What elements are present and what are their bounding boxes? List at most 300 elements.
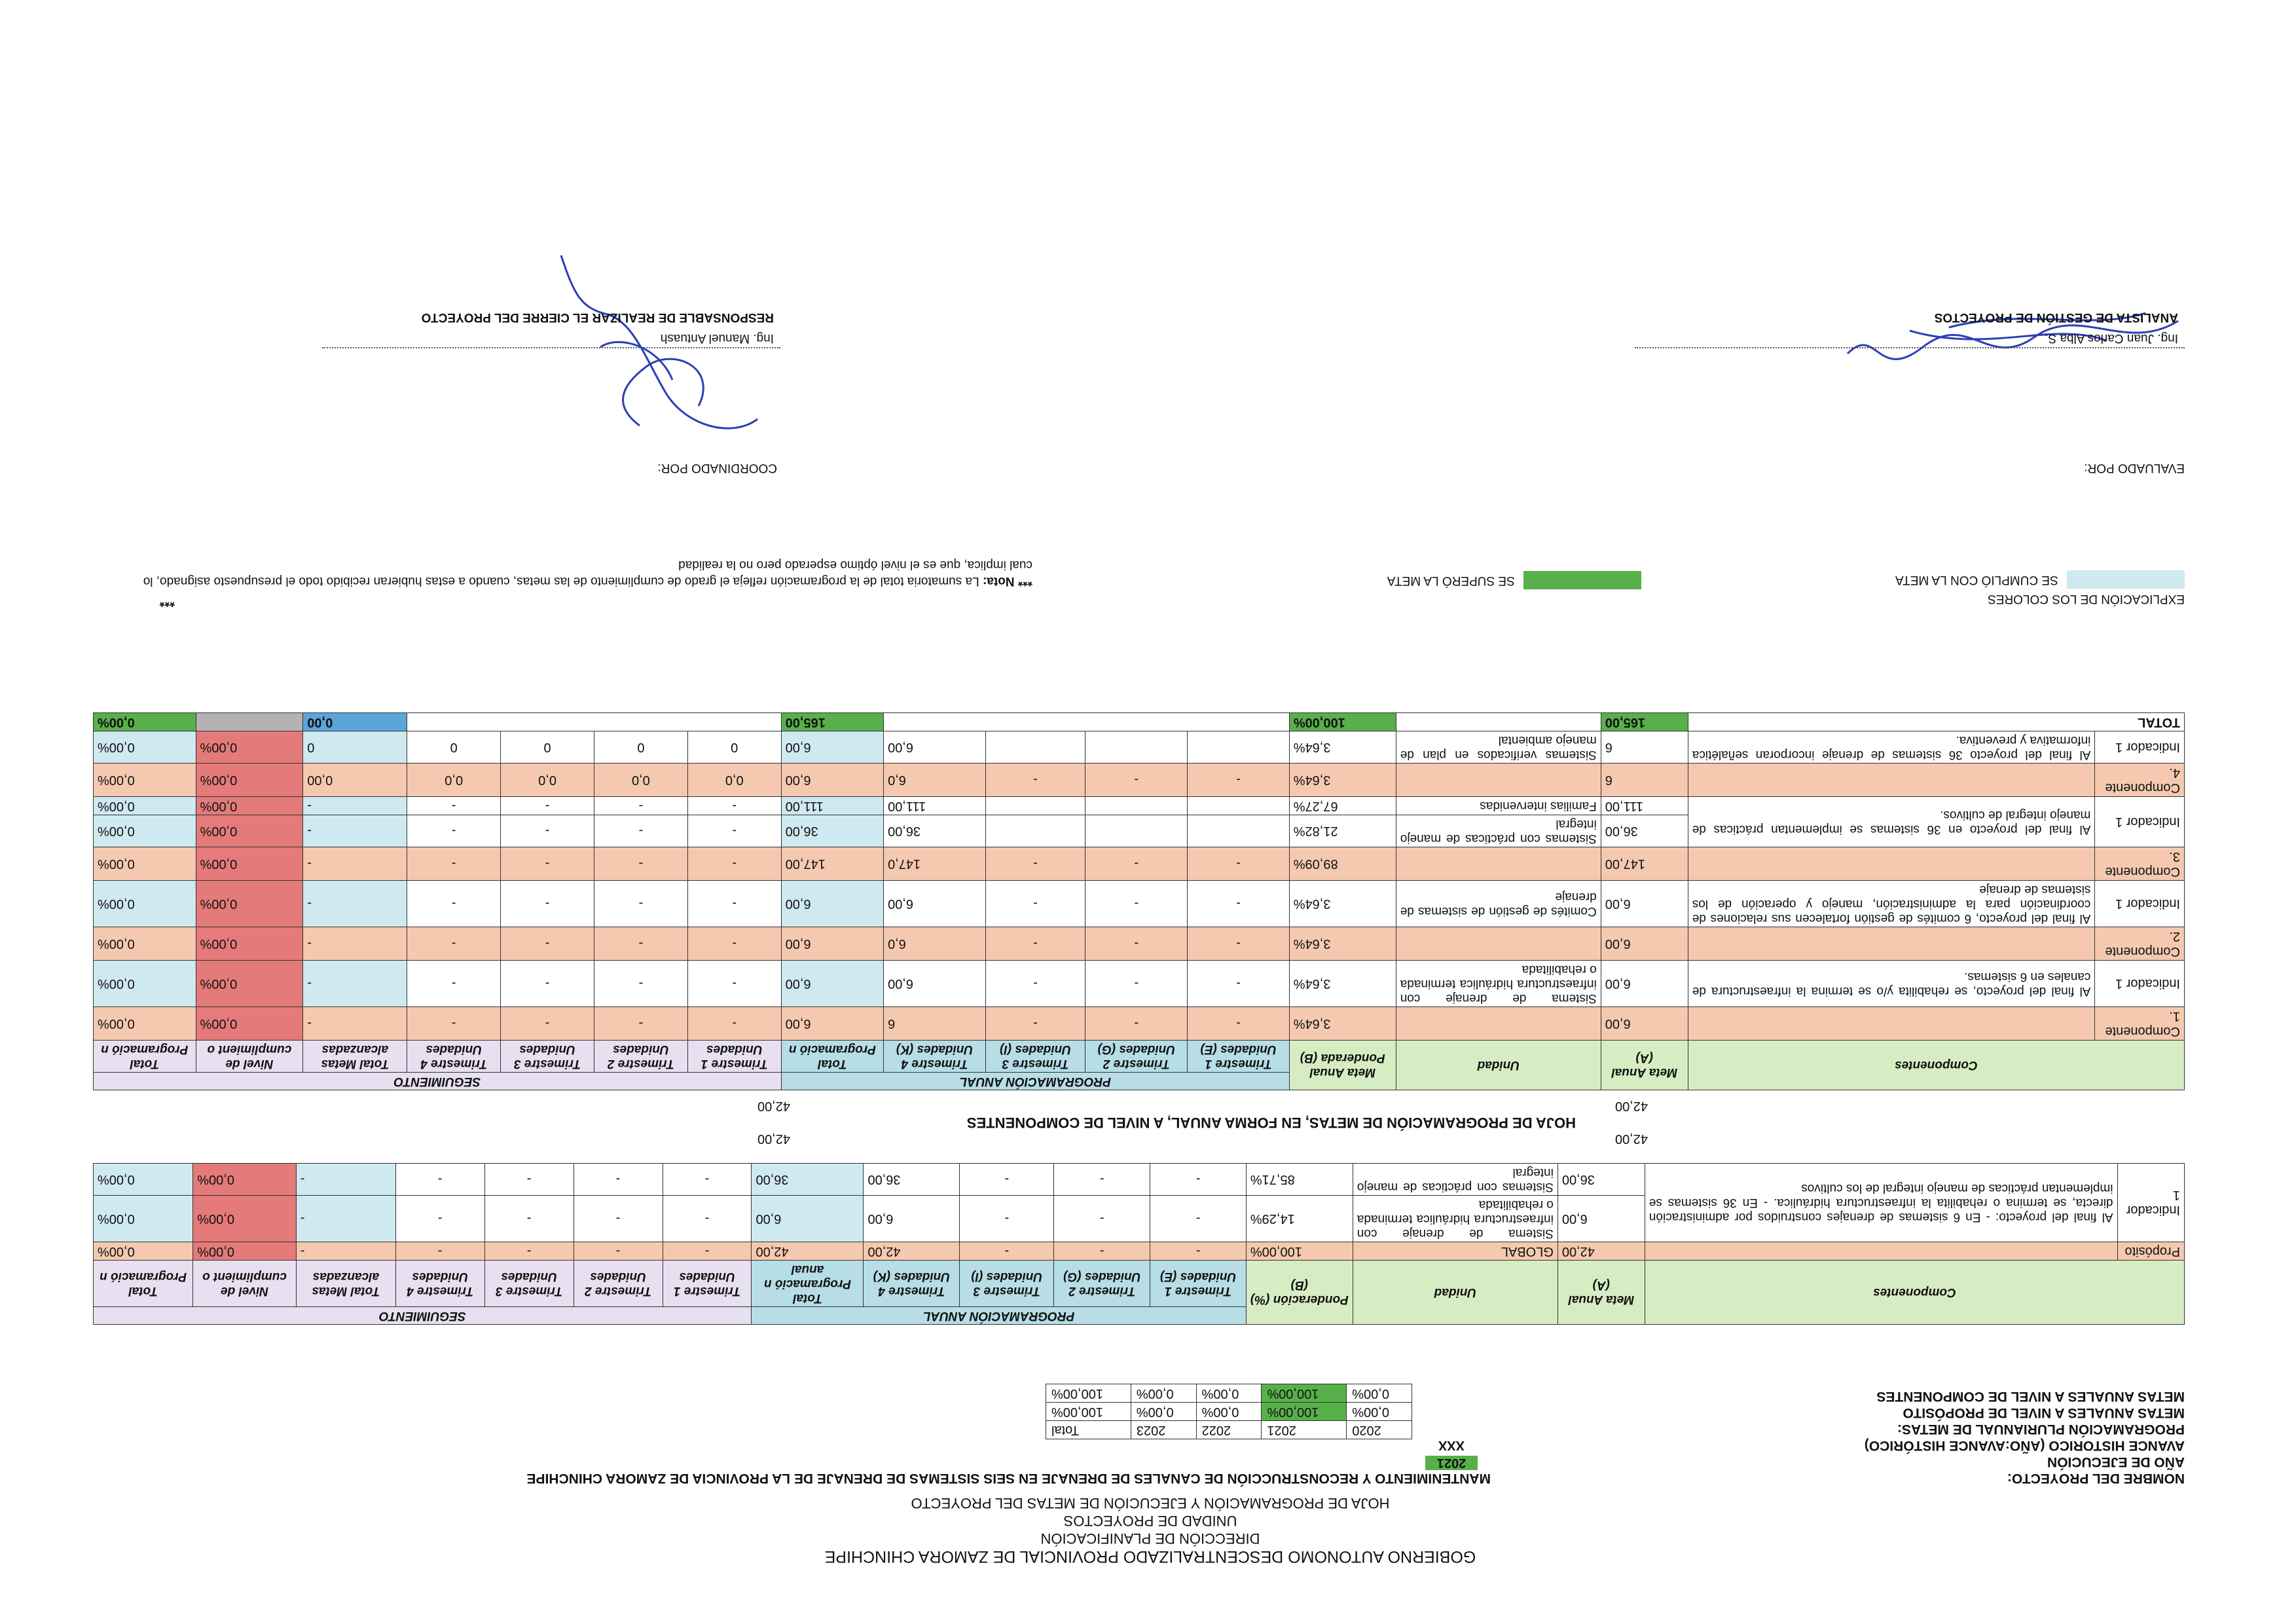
history-label: AVANCE HISTORICO (AÑO:AVANCE HISTÓRICO) [1864,1438,2185,1453]
row-label: Indicador 1 [2117,1164,2184,1242]
component-row [94,764,2185,797]
row-unit: GLOBAL [1353,1242,1558,1261]
row-t4-seg: 0 [407,731,501,764]
row-meta: 6,00 [1601,881,1688,927]
row-t1-prog [1188,731,1289,764]
col-componentes: Componentes [1645,1261,2184,1325]
indicator-row [94,815,2185,847]
row-t4-seg: - [407,961,501,1007]
row-achieved: - [303,847,407,881]
total-prog: 165,00 [781,713,883,731]
row-meta: 111,00 [1601,797,1688,815]
row-description [1645,1242,2117,1261]
row-t1-seg: - [687,797,781,815]
total-meta: 165,00 [1601,713,1688,731]
row-achieved: - [303,797,407,815]
comp-col-t4-prog: Trimestre 4 Unidades (K) [884,1041,986,1073]
purpose-total-meta: 42,00 [1614,1132,1648,1146]
row-t3-prog: - [985,927,1085,961]
legend-swatch-exceeded [1523,571,1641,589]
row-t3-seg: - [501,881,594,927]
row-t1-prog: - [1188,847,1289,881]
row-t1-prog: - [1188,881,1289,927]
comp-col-t3-seg: Trimestre 3 Unidades [501,1041,594,1073]
row-t2-prog: - [1054,1164,1150,1196]
row-t3-prog: - [960,1196,1054,1242]
comp-col-nivel: Nivel de cumplimient o [196,1041,303,1073]
row-total-prog: 6,00 [781,881,883,927]
row-t2-seg: 0 [594,731,687,764]
row-achieved: 0,00 [303,764,407,797]
row-t4-prog: 6,00 [884,731,986,764]
row-t3-seg: - [501,1007,594,1041]
row-achieved: - [303,927,407,961]
row-t3-prog [985,731,1085,764]
row-description: Al final del proyecto en 36 sistemas se implementan prácticas de manejo integral de cultivos. [1688,797,2095,847]
row-t2-seg: - [594,927,687,961]
total-seg-empty [407,713,781,731]
evaluator-sign-line [1635,347,2185,348]
row-compliance: 0,00% [196,927,303,961]
row-compliance: 0,00% [193,1196,297,1242]
color-legend [1895,570,2185,606]
comp-col-seguimiento: SEGUIMIENTO [94,1073,782,1090]
col-t4-prog: Trimestre 4 Unidades (K) [864,1261,960,1307]
col-t1-seg: Trimestre 1 Unidades [663,1261,752,1307]
pluri-h-2023: 2023 [1131,1421,1196,1439]
row-compliance: 0,00% [196,1007,303,1041]
row-unit: Sistemas verificados en plan de manejo ambiental [1396,731,1601,764]
row-unit [1396,847,1601,881]
row-meta: 6 [1601,731,1688,764]
row-t1-prog [1188,797,1289,815]
row-total-prog-pct: 0,00% [94,797,196,815]
components-table [93,712,2185,1090]
row-total-prog: 6,00 [781,764,883,797]
row-t3-seg: - [484,1164,574,1196]
comp-col-t4-seg: Trimestre 4 Unidades [407,1041,501,1073]
row-description [1688,847,2095,881]
row-achieved: - [296,1242,395,1261]
year-value: 2021 [1425,1456,1478,1470]
row-t2-prog: - [1054,1242,1150,1261]
row-total-prog: 36,00 [781,815,883,847]
row-t1-seg: - [687,961,781,1007]
row-total-prog: 42,00 [752,1242,864,1261]
pluri-prop-2023: 0,00% [1131,1403,1196,1421]
row-total-prog: 6,00 [781,961,883,1007]
row-t3-seg: 0 [501,731,594,764]
row-t1-prog: - [1150,1242,1246,1261]
row-t2-seg: - [594,847,687,881]
col-total-metas: Total Metas alcanzadas [296,1261,395,1307]
row-t4-seg: 0,0 [407,764,501,797]
pluri-comp-2022: 0,00% [1196,1384,1262,1403]
col-ponderacion: Ponderación (%) (B) [1246,1261,1353,1325]
indicator-row [94,881,2185,927]
row-t3-seg: - [484,1196,574,1242]
row-unit [1396,764,1601,797]
row-t1-prog: - [1188,927,1289,961]
row-label: Indicador 1 [2095,881,2185,927]
row-t2-prog: - [1085,847,1188,881]
row-t1-seg: 0 [687,731,781,764]
row-unit: Comités de gestión de sistemas de drenaje [1396,881,1601,927]
row-t1-prog: - [1150,1196,1246,1242]
comp-col-total-prog: Total Programació n [781,1041,883,1073]
row-compliance: 0,00% [196,731,303,764]
component-row [94,1242,2185,1261]
document-header [659,1494,1641,1565]
row-compliance: 0,00% [196,797,303,815]
row-weight: 3,64% [1289,731,1396,764]
total-nivel [196,713,303,731]
indicator-row [94,961,2185,1007]
row-t4-seg: - [407,927,501,961]
total-label: TOTAL [1688,713,2184,731]
legend-swatch-met [2067,570,2185,589]
row-meta: 36,00 [1601,815,1688,847]
row-compliance: 0,00% [193,1164,297,1196]
components-prog-ref: 42,00 [757,1099,790,1113]
row-unit [1396,927,1601,961]
row-total-prog-pct: 0,00% [94,1196,193,1242]
row-t4-seg: - [407,881,501,927]
row-total-prog: 147,00 [781,847,883,881]
legend-exceeded-label: SE SUPERÓ LA META [1387,573,1515,587]
row-t3-seg: - [501,847,594,881]
col-t3-prog: Trimestre 3 Unidades (I) [960,1261,1054,1307]
row-description [1688,764,2095,797]
row-meta: 6 [1601,764,1688,797]
coordinator-role: RESPONSABLE DE REALIZAR EL CIERRE DEL PROYECTO [421,310,774,324]
row-description [1688,927,2095,961]
row-unit: Sistemas con prácticas de manejo integral [1396,815,1601,847]
row-t4-seg: - [407,847,501,881]
row-weight: 3,64% [1289,881,1396,927]
row-t2-seg: 0,0 [594,764,687,797]
row-t4-seg: - [407,1007,501,1041]
row-t4-seg: - [395,1164,484,1196]
col-t2-seg: Trimestre 2 Unidades [574,1261,663,1307]
coordinator-name: Ing. Manuel Antuash [660,331,774,345]
row-total-prog-pct: 0,00% [94,1164,193,1196]
row-unit [1396,1007,1601,1041]
comp-col-meta-ponderada: Meta Anual Ponderada (B) [1289,1041,1396,1090]
row-t2-seg: - [594,1007,687,1041]
pluri-h-total: Total [1046,1421,1131,1439]
indicator-row [94,731,2185,764]
row-weight: 67,27% [1289,797,1396,815]
component-row [94,847,2185,881]
col-seguimiento: SEGUIMIENTO [94,1307,752,1325]
evaluator-name: Ing. Juan Carlos Alba S. [2045,331,2178,345]
document-title: HOJA DE PROGRAMACIÓN Y EJECUCIÓN DE METAS DEL PROYECTO [911,1495,1390,1511]
row-meta: 42,00 [1558,1242,1645,1261]
row-t1-prog: - [1188,1007,1289,1041]
row-t3-seg: - [501,815,594,847]
row-weight: 3,64% [1289,927,1396,961]
pluri-table [1046,1384,1412,1439]
row-t2-seg: - [574,1242,663,1261]
project-name-value: MANTENIMIENTO Y RECONSTRUCCIÓN DE CANALES DE DRENAJE EN SEIS SISTEMAS DE DRENAJE DE LA PROVINCIA DE ZAMORA CHINCHIPE [526,1471,1491,1486]
row-total-prog: 6,00 [781,1007,883,1041]
row-total-prog-pct: 0,00% [94,731,196,764]
row-weight: 3,64% [1289,961,1396,1007]
pluri-comp-2021: 100,00% [1262,1384,1347,1403]
row-weight: 14,29% [1246,1196,1353,1242]
row-total-prog-pct: 0,00% [94,815,196,847]
row-t4-prog: 6,0 [884,764,986,797]
row-t2-prog [1085,731,1188,764]
row-total-prog-pct: 0,00% [94,881,196,927]
col-t3-seg: Trimestre 3 Unidades [484,1261,574,1307]
row-total-prog-pct: 0,00% [94,927,196,961]
row-t3-seg: - [501,927,594,961]
comp-col-total-prog-last: Total Programació n [94,1041,196,1073]
total-alc: 0,00 [303,713,407,731]
row-achieved: - [303,961,407,1007]
comp-col-t3-prog: Trimestre 3 Unidades (I) [985,1041,1085,1073]
pluri-comp-2020: 0,00% [1347,1384,1412,1403]
pluri-label: PROGRAMACIÓN PLURIANUAL DE METAS: [1897,1422,2185,1437]
row-total-prog-pct: 0,00% [94,764,196,797]
year-label: AÑO DE EJECUCIÓN [2047,1454,2185,1469]
col-unidad: Unidad [1353,1261,1558,1325]
row-t4-seg: - [407,815,501,847]
footnote [142,557,1032,589]
purpose-table [93,1163,2185,1325]
total-stars: *** [159,595,175,609]
row-meta: 6,00 [1601,927,1688,961]
row-compliance: 0,00% [196,961,303,1007]
row-weight: 85,71% [1246,1164,1353,1196]
total-tp: 0,00% [94,713,196,731]
col-t1-prog: Trimestre 1 Unidades (E) [1150,1261,1246,1307]
row-t1-prog: - [1188,764,1289,797]
total-row [94,713,2185,731]
row-t3-prog [985,815,1085,847]
pluri-h-2021: 2021 [1262,1421,1347,1439]
row-total-prog-pct: 0,00% [94,1242,193,1261]
row-t4-prog: 36,00 [864,1164,960,1196]
row-t1-seg: 0,0 [687,764,781,797]
col-total-prog-last: Total Programació n [94,1261,193,1307]
row-weight: 3,64% [1289,1007,1396,1041]
row-description: Al final del proyecto, se rehabilita y/o se termina la infraestructura de canales en 6 sistemas. [1688,961,2095,1007]
row-achieved: - [303,815,407,847]
row-t1-seg: - [687,927,781,961]
row-label: Indicador 1 [2095,731,2185,764]
row-t1-prog [1188,815,1289,847]
project-info-labels [1399,1388,2185,1486]
row-t4-seg: - [395,1242,484,1261]
component-row [94,927,2185,961]
history-value: XXX [1438,1438,1465,1452]
comp-col-programacion-anual: PROGRAMACIÓN ANUAL [781,1073,1289,1090]
row-label: Indicador 1 [2095,797,2185,847]
row-weight: 21,82% [1289,815,1396,847]
row-compliance: 0,00% [193,1242,297,1261]
row-weight: 100,00% [1246,1242,1353,1261]
components-meta-ref: 42,00 [1614,1099,1648,1113]
row-total-prog: 111,00 [781,797,883,815]
prop-goals-label: METAS ANUALES A NIVEL DE PROPÓSITO [1903,1405,2185,1420]
pluri-prop-2022: 0,00% [1196,1403,1262,1421]
row-t3-prog: - [985,764,1085,797]
row-t2-prog: - [1085,764,1188,797]
components-title: HOJA DE PROGRAMACIÓN DE METAS, EN FORMA ANUAL, A NIVEL DE COMPONENTES [966,1115,1576,1131]
department: DIRECCIÓN DE PLANIFICACIÓN [1040,1530,1260,1547]
row-meta: 36,00 [1558,1164,1645,1196]
row-t1-seg: - [663,1242,752,1261]
row-t4-prog: 36,00 [884,815,986,847]
row-description [1688,1007,2095,1041]
pluri-prop-2021: 100,00% [1262,1403,1347,1421]
row-unit: Sistema de drenaje con infraestructura hidráulica terminada o rehabilitada [1396,961,1601,1007]
col-nivel: Nivel de cumplimient o [193,1261,297,1307]
row-achieved: - [303,1007,407,1041]
row-t4-prog: 6,00 [864,1196,960,1242]
row-t4-prog: 6,00 [884,881,986,927]
row-meta: 6,00 [1558,1196,1645,1242]
pluri-comp-2023: 0,00% [1131,1384,1196,1403]
row-compliance: 0,00% [196,881,303,927]
row-total-prog: 6,00 [781,927,883,961]
col-programacion-anual: PROGRAMACIÓN ANUAL [752,1307,1246,1325]
row-achieved: - [296,1196,395,1242]
row-t4-prog: 147,0 [884,847,986,881]
unit-name: UNIDAD DE PROYECTOS [1063,1513,1237,1529]
row-compliance: 0,00% [196,815,303,847]
row-t2-prog: - [1054,1196,1150,1242]
row-t2-seg: - [594,797,687,815]
row-t2-seg: - [594,961,687,1007]
row-label: Componente 3. [2095,847,2185,881]
row-t3-seg: 0,0 [501,764,594,797]
row-compliance: 0,00% [196,847,303,881]
coordinated-by-label: COORDINADO POR: [657,461,777,475]
row-total-prog-pct: 0,00% [94,847,196,881]
row-t4-prog: 6,00 [884,961,986,1007]
row-t2-seg: - [594,881,687,927]
row-unit: Sistema de drenaje con infraestructura hidráulica terminada o rehabilitada [1353,1196,1558,1242]
row-label: Componente 1. [2095,1007,2185,1041]
row-t4-prog: 6,0 [884,927,986,961]
row-t4-prog: 42,00 [864,1242,960,1261]
row-t2-seg: - [574,1164,663,1196]
indicator-row [94,1196,2185,1242]
row-weight: 89,09% [1289,847,1396,881]
pluri-comp-total: 100,00% [1046,1384,1131,1403]
row-weight: 3,64% [1289,764,1396,797]
row-t2-seg: - [574,1196,663,1242]
row-t4-seg: - [395,1196,484,1242]
row-t2-prog: - [1085,881,1188,927]
footnote-text: La sumatoria total de la programación refleja el grado de cumplimiento de las metas, cuando a estas hubieran recibido todo el presupuesto asignado, lo cual implica, que es el nivel óptimo esperado pero no la realidad [143,558,1032,588]
pluri-prop-total: 100,00% [1046,1403,1131,1421]
row-meta: 6,00 [1601,1007,1688,1041]
row-t3-prog [985,797,1085,815]
row-achieved: - [296,1164,395,1196]
comp-col-t2-seg: Trimestre 2 Unidades [594,1041,687,1073]
row-unit: Sistemas con prácticas de manejo integral [1353,1164,1558,1196]
comp-col-unidad: Unidad [1396,1041,1601,1090]
legend-exceeded [1387,571,1641,589]
row-t3-prog: - [985,961,1085,1007]
row-description: Al final del proyecto: - En 6 sistemas de drenajes construidos por administración directa, se termina o rehabilita la infraestructura hidráulica. - En 36 sistemas se implementan prácticas de manejo integral de los cultivos [1645,1164,2117,1242]
row-total-prog-pct: 0,00% [94,1007,196,1041]
row-t1-seg: - [687,847,781,881]
row-t3-prog: - [960,1242,1054,1261]
row-meta: 6,00 [1601,961,1688,1007]
evaluated-by-label: EVALUADO POR: [2084,461,2185,475]
comp-col-t1-prog: Trimestre 1 Unidades (E) [1188,1041,1289,1073]
row-description: Al final del proyecto, 6 comités de gestión fortalecen sus relaciones de coordinación para la administración, manejo y operación de los sistemas de drenaje [1688,881,2095,927]
component-row [94,1007,2185,1041]
row-total-prog: 36,00 [752,1164,864,1196]
row-description: Al final del proyecto 36 sistemas de drenaje incorporan señalética informativa y preventiva. [1688,731,2095,764]
pluri-h-2020: 2020 [1347,1421,1412,1439]
row-achieved: - [303,881,407,927]
comp-col-meta-anual: Meta Anual (A) [1601,1041,1688,1090]
col-meta-anual: Meta Anual (A) [1558,1261,1645,1325]
col-t2-prog: Trimestre 2 Unidades (G) [1054,1261,1150,1307]
row-total-prog: 6,00 [781,731,883,764]
footnote-label: *** Nota: [982,574,1032,588]
total-pond: 100,00% [1289,713,1396,731]
project-name-label: NOMBRE DEL PROYECTO: [2007,1471,2185,1486]
row-compliance: 0,00% [196,764,303,797]
row-t1-seg: - [663,1164,752,1196]
row-t2-prog: - [1085,1007,1188,1041]
legend-met-label: SE CUMPLIÓ CON LA META [1895,572,2058,587]
row-t4-seg: - [407,797,501,815]
row-unit: Familias intervenidas [1396,797,1601,815]
row-t1-prog: - [1188,961,1289,1007]
pluri-prop-2020: 0,00% [1347,1403,1412,1421]
row-total-prog-pct: 0,00% [94,961,196,1007]
col-total-prog: Total Programació n anual [752,1261,864,1307]
total-quarters-empty [884,713,1290,731]
row-t3-seg: - [501,797,594,815]
row-total-prog: 6,00 [752,1196,864,1242]
comp-col-componentes: Componentes [1688,1041,2184,1090]
row-meta: 147,00 [1601,847,1688,881]
row-t2-prog: - [1085,927,1188,961]
row-label: Componente 2. [2095,927,2185,961]
row-t3-seg: - [501,961,594,1007]
comp-goals-label: METAS ANUALES A NIVEL DE COMPONENTES [1876,1389,2185,1404]
pluri-h-2022: 2022 [1196,1421,1262,1439]
row-t3-prog: - [985,881,1085,927]
org-name: GOBIERNO AUTONOMO DESCENTRALIZADO PROVINCIAL DE ZAMORA CHINCHIPE [824,1547,1476,1566]
row-t1-seg: - [687,881,781,927]
row-label: Indicador 1 [2095,961,2185,1007]
row-label: Componente 4. [2095,764,2185,797]
row-t3-prog: - [960,1164,1054,1196]
row-t1-seg: - [687,815,781,847]
total-unidad-empty [1396,713,1601,731]
row-t1-seg: - [687,1007,781,1041]
row-t1-seg: - [663,1196,752,1242]
col-t4-seg: Trimestre 4 Unidades [395,1261,484,1307]
row-t4-prog: 6 [884,1007,986,1041]
purpose-total-prog: 42,00 [757,1132,790,1146]
row-t2-prog [1085,815,1188,847]
row-t2-seg: - [594,815,687,847]
row-t3-seg: - [484,1242,574,1261]
